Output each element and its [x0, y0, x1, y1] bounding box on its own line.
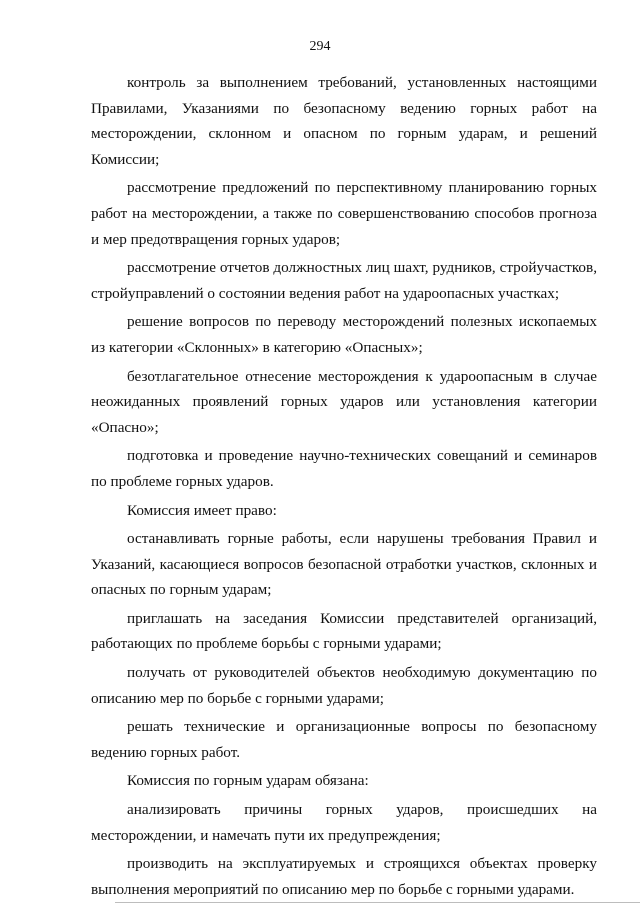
document-body: [91, 70, 597, 905]
paragraph: получать от руководителей объектов необходимую документацию по описанию мер по борьбе с горными ударами;: [91, 664, 597, 707]
paragraph: приглашать на заседания Комиссии представителей организаций, работающих по проблеме борьбы с горными ударами;: [91, 609, 597, 653]
page-number: 294: [309, 39, 331, 54]
section-heading: Комиссия по горным ударам обязана:: [127, 772, 369, 790]
paragraph: подготовка и проведение научно-технических совещаний и семинаров по проблеме горных ударов.: [91, 447, 597, 490]
paragraph: останавливать горные работы, если нарушены требования Правил и Указаний, касающиеся вопросов безопасной отработки участков, склонных и опасных по горным ударам;: [91, 530, 597, 599]
paragraph: производить на эксплуатируемых и строящихся объектах проверку выполнения мероприятий по описанию мер по борьбе с горными ударами.: [91, 855, 597, 898]
paragraph: анализировать причины горных ударов, происшедших на месторождении, и намечать пути их предупреждения;: [91, 801, 597, 844]
paragraph: рассмотрение отчетов должностных лиц шахт, рудников, стройучастков, стройуправлений о состоянии ведения работ на удароопасных участках;: [91, 259, 597, 302]
paragraph: решать технические и организационные вопросы по безопасному ведению горных работ.: [91, 718, 597, 761]
section-heading: Комиссия имеет право:: [127, 501, 277, 519]
scan-edge-line: [115, 902, 640, 903]
paragraph: безотлагательное отнесение месторождения к удароопасным в случае неожиданных проявлений горных ударов или установления категории «Опасно»;: [91, 367, 597, 436]
paragraph: контроль за выполнением требований, установленных настоящими Правилами, Указаниями по безопасному ведению горных работ на месторождении, склонном и опасном по горным ударам, и решений Комиссии;: [91, 74, 597, 168]
paragraph: рассмотрение предложений по перспективному планированию горных работ на месторождении, а также по совершенствованию способов прогноза и мер предотвращения горных ударов;: [91, 179, 597, 248]
paragraph: решение вопросов по переводу месторождений полезных ископаемых из категории «Склонных» в категорию «Опасных»;: [91, 313, 597, 356]
